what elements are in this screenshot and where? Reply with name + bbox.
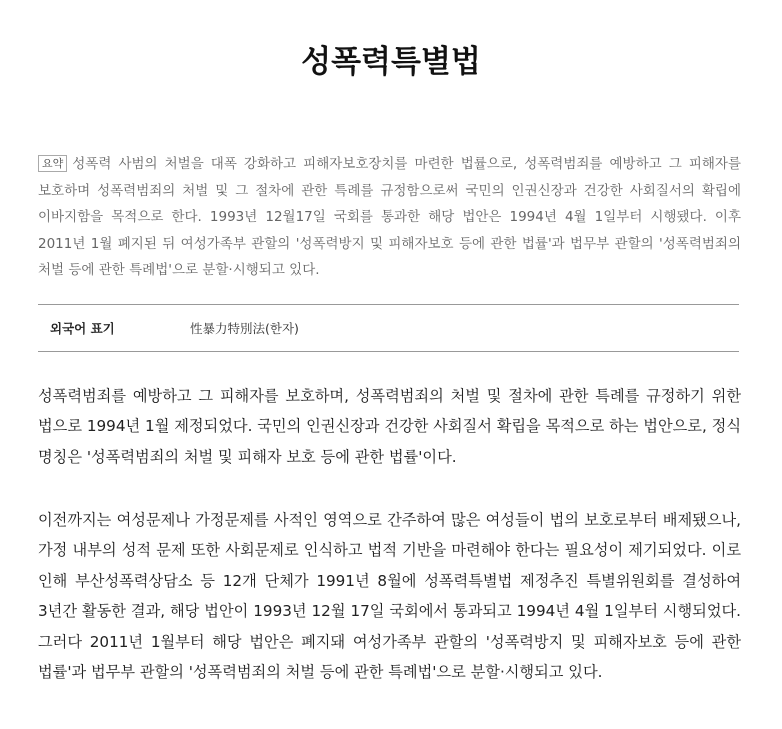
foreign-notation-row: [38, 305, 739, 351]
foreign-notation-label: 외국어 표기: [50, 321, 115, 336]
divider-bottom: [38, 351, 739, 352]
body-paragraph-2: 이전까지는 여성문제나 가정문제를 사적인 영역으로 간주하여 많은 여성들이 법의 보호로부터 배제됐으나, 가정 내부의 성적 문제 또한 사회문제로 인식하고 법적 기반을 마련해야 한다는 필요성이 제기되었다. 이로 인해 부산성폭력상담소 등 12개 단체가 1991년 8월에 성폭력특별법 제정추진 특별위원회를 결성하여 3년간 활동한 결과, 해당 법안이 1993년 12월 17일 국회에서 통과되고 1994년 4월 1일부터 시행되었다. 그러다 2011년 1월부터 해당 법안은 폐지돼 여성가족부 관할의 '성폭력방지 및 피해자보호 등에 관한 법률'과 법무부 관할의 '성폭력범죄의 처벌 등에 관한 특례법'으로 분할·시행되고 있다.: [38, 511, 741, 682]
page-title: 성폭력특별법: [301, 44, 481, 80]
summary-text: 성폭력 사범의 처벌을 대폭 강화하고 피해자보호장치를 마련한 법률으로, 성폭력범죄를 예방하고 그 피해자를 보호하며 성폭력범죄의 처벌 및 그 절차에 관한 특례를 규정함으로써 국민의 인권신장과 건강한 사회질서의 확립에 이바지함을 목적으로 한다. 1993년 12월17일 국회를 통과한 해당 법안은 1994년 4월 1일부터 시행됐다. 이후 2011년 1월 폐지된 뒤 여성가족부 관할의 '성폭력방지 및 피해자보호 등에 관한 법률'과 법무부 관할의 '성폭력범죄의 처벌 등에 관한 특례법'으로 분할·시행되고 있다.: [38, 156, 741, 279]
body-paragraph-1: 성폭력범죄를 예방하고 그 피해자를 보호하며, 성폭력범죄의 처벌 및 절차에 관한 특례를 규정하기 위한 법으로 1994년 1월 제정되었다. 국민의 인권신장과 건강한 사회질서 확립을 목적으로 하는 법안으로, 정식 명칭은 '성폭력범죄의 처벌 및 피해자 보호 등에 관한 법률'이다.: [38, 387, 741, 466]
summary-badge: 요약: [38, 155, 67, 172]
foreign-notation-value: 性暴力特別法(한자): [190, 321, 299, 336]
summary-block: [38, 151, 741, 284]
